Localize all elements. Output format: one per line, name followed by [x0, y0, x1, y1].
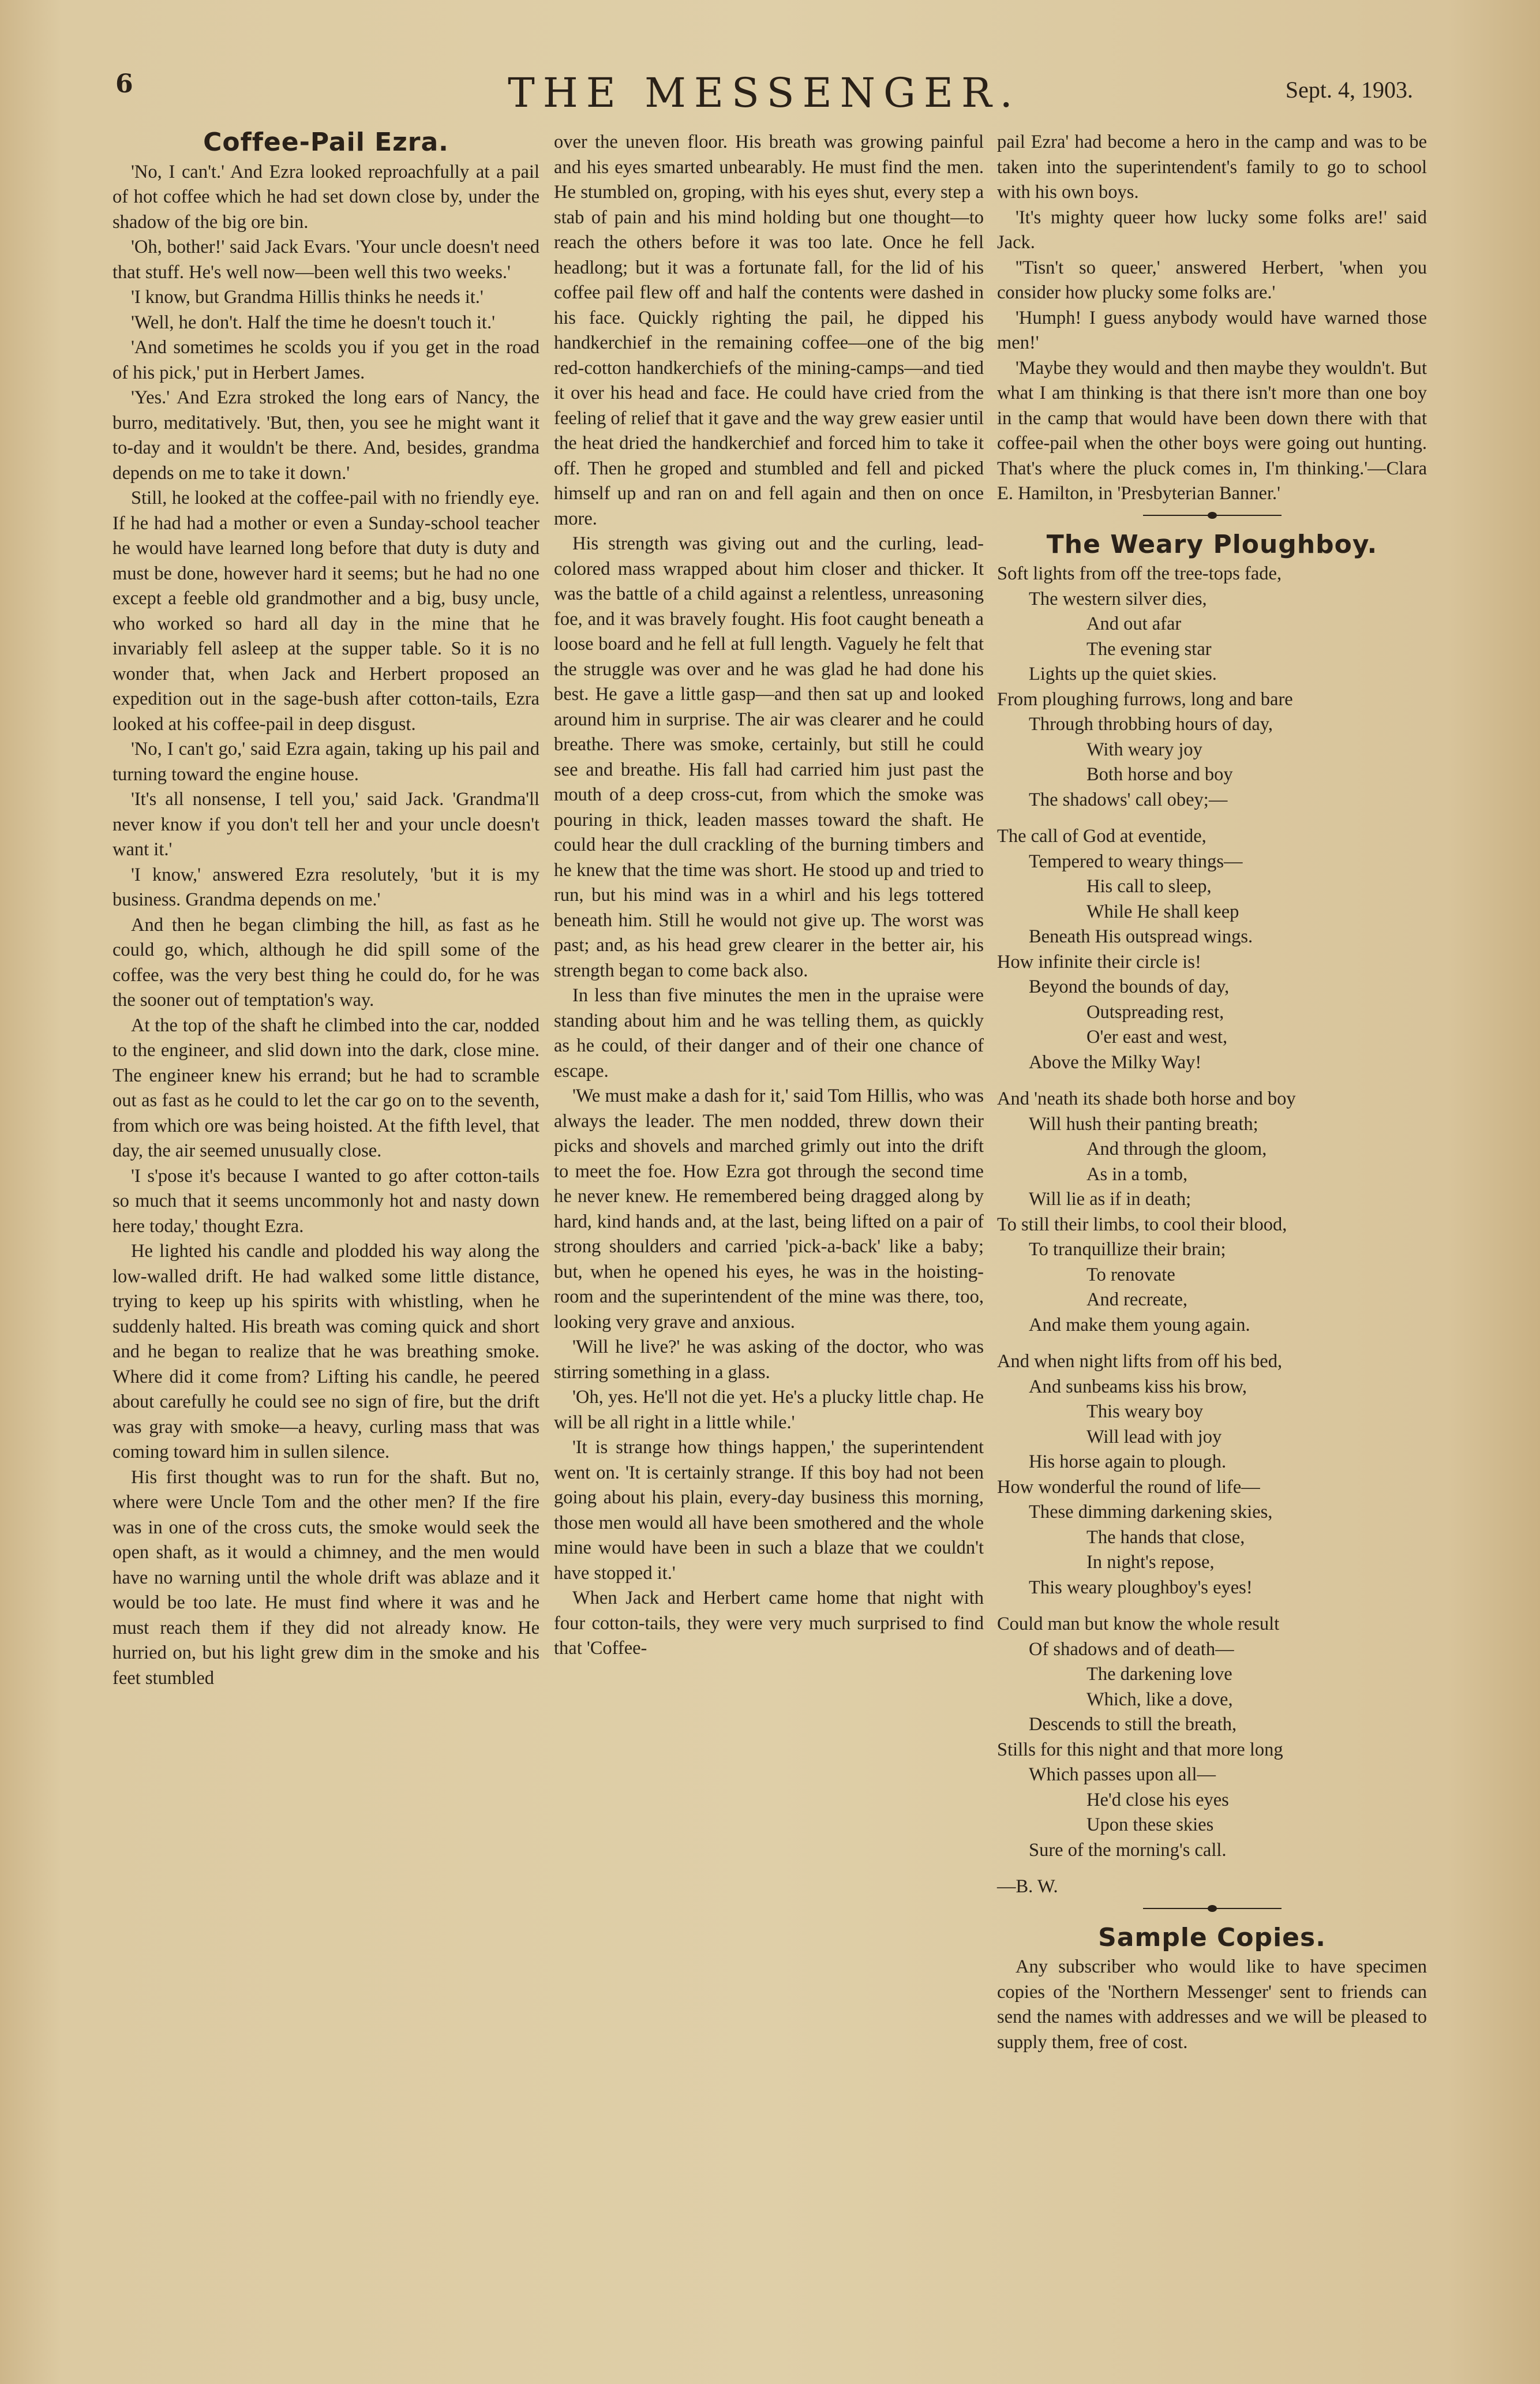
poem-line: The darkening love [1086, 1664, 1232, 1685]
story-title: Coffee-Pail Ezra. [203, 128, 449, 157]
paragraph: ''Tisn't so queer,' answered Herbert, 'when you consider how plucky some folks are.' [997, 257, 1427, 303]
poem-line: Tempered to weary things— [1029, 851, 1243, 872]
paragraph: 'Oh, bother!' said Jack Evars. 'Your uncle doesn't need that stuff. He's well now—been well this two weeks.' [113, 237, 539, 283]
issue-date: Sept. 4, 1903. [1285, 77, 1413, 103]
poem-line: The shadows' call obey;— [1029, 789, 1228, 810]
paragraph: 'It's mighty queer how lucky some folks are!' said Jack. [997, 207, 1427, 253]
poem-line: And sunbeams kiss his brow, [1029, 1376, 1247, 1397]
poem-line: Upon these skies [1086, 1814, 1214, 1835]
poem-line: How wonderful the round of life— [997, 1476, 1260, 1498]
paragraph: His first thought was to run for the shaft. But no, where were Uncle Tom and the other men? If the fire was in one of the cross cuts, the smoke would seek the open shaft, as it would a chimney, and the men would have no warning until the whole drift was ablaze and it would be too late. He must find where it was and he must reach them if they did not already know. He hurried on, but his light grew dim in the smoke and his feet stumbled [113, 1466, 539, 1689]
poem-line: To still their limbs, to cool their blood, [997, 1214, 1287, 1235]
poem-line: Beyond the bounds of day, [1029, 976, 1230, 997]
poem-body [997, 562, 1427, 1863]
notice-body: Any subscriber who would like to have specimen copies of the 'Northern Messenger' sent to friends can send the names with addresses and we will be pleased to supply them, free of cost. [997, 1956, 1427, 2053]
poem-line: This weary ploughboy's eyes! [1029, 1577, 1253, 1598]
section-divider [1143, 1908, 1282, 1909]
poem-line: Stills for this night and that more long [997, 1739, 1283, 1760]
column-3 [997, 130, 1427, 2055]
poem-line: The western silver dies, [1029, 588, 1207, 609]
paragraph: His strength was giving out and the curling, lead-colored mass wrapped about him closer and thicker. It was the battle of a child against a relentless, unreasoning foe, and it was bravely fought. His foot caught beneath a loose board and he fell at full length. Vaguely he felt that the struggle was over and he was glad he had done his best. He gave a little gasp—and then sat up and looked around him in surprise. The air was clearer and he could breathe. There was smoke, certainly, but still he could see and breathe. His fall had carried him just past the mouth of a deep cross-cut, from which the smoke was pouring in thick, leaden masses toward the shaft. He could hear the dull crackling of the burning timbers and he knew that the time was short. He stood up and tried to run, but his mind was in a whirl and his legs tottered beneath him. Still he would not give up. The worst was past; and, as his head grew clearer in the better air, his strength began to come back also. [554, 533, 984, 981]
paragraph: 'Well, he don't. Half the time he doesn't touch it.' [131, 312, 495, 333]
paragraph: 'Humph! I guess anybody would have warned those men!' [997, 307, 1427, 353]
poem-line: Will lead with joy [1086, 1426, 1222, 1447]
poem-line: Above the Milky Way! [1029, 1051, 1202, 1073]
poem-stanza [997, 824, 1427, 1075]
paragraph: 'Oh, yes. He'll not die yet. He's a plucky little chap. He will be all right in a little while.' [554, 1387, 984, 1433]
poem-line: Will hush their panting breath; [1029, 1113, 1258, 1135]
poem-line: These dimming darkening skies, [1029, 1502, 1273, 1522]
poem-line: Will lie as if in death; [1029, 1189, 1191, 1210]
paragraph: 'I know, but Grandma Hillis thinks he needs it.' [131, 287, 484, 308]
poem-line: His horse again to plough. [1029, 1451, 1227, 1472]
paragraph: 'Will he live?' he was asking of the doctor, who was stirring something in a glass. [554, 1337, 984, 1383]
column-1 [113, 130, 539, 1691]
poem-title: The Weary Ploughboy. [1046, 529, 1378, 559]
paragraph: He lighted his candle and plodded his way along the low-walled drift. He had walked some little distance, trying to keep up his spirits with whistling, when he suddenly halted. His breath was coming quick and short and he began to realize that he was breathing smoke. Where did it come from? Lifting his candle, he peered about carefully he could see no sign of fire, but the drift was gray with smoke—a heavy, curling mass that was coming toward him in sullen silence. [113, 1241, 539, 1462]
poem-line: How infinite their circle is! [997, 951, 1201, 972]
column-2 [554, 130, 984, 1661]
poem-line: This weary boy [1086, 1401, 1204, 1422]
poem-line: Both horse and boy [1086, 764, 1233, 785]
poem-line: And recreate, [1086, 1289, 1188, 1310]
poem-line: From ploughing furrows, long and bare [997, 688, 1293, 710]
page-number: 6 [115, 69, 133, 99]
paragraph: pail Ezra' had become a hero in the camp and was to be taken into the superintendent's family to go to school with his own boys. [997, 132, 1427, 203]
poem-line: He'd close his eyes [1086, 1789, 1229, 1810]
poem-line: To renovate [1086, 1264, 1175, 1285]
poem-line: Through throbbing hours of day, [1029, 714, 1273, 735]
poem-line: With weary joy [1086, 739, 1202, 760]
paragraph: 'No, I can't.' And Ezra looked reproachfully at a pail of hot coffee which he had set down close by, under the shadow of the big ore bin. [113, 161, 539, 233]
poem-line: Beneath His outspread wings. [1029, 926, 1253, 947]
poem-line: The hands that close, [1086, 1526, 1245, 1548]
poem-line: And through the gloom, [1086, 1139, 1267, 1159]
paragraph: 'It is strange how things happen,' the superintendent went on. 'It is certainly strange. If this boy had not been going about his plain, every-day business this morning, those men would all have been smothered and the whole mine would have been in such a blaze that we couldn't have stopped it.' [554, 1437, 984, 1584]
paragraph: 'It's all nonsense, I tell you,' said Jack. 'Grandma'll never know if you don't tell her and your uncle doesn't want it.' [113, 789, 539, 860]
paragraph: 'I s'pose it's because I wanted to go after cotton-tails so much that it seems uncommonly hot and nasty down here today,' thought Ezra. [113, 1165, 539, 1237]
poem-line: His call to sleep, [1086, 876, 1212, 897]
poem-line: To tranquillize their brain; [1029, 1239, 1226, 1260]
poem-stanza [997, 1612, 1427, 1863]
paragraph: 'Yes.' And Ezra stroked the long ears of Nancy, the burro, meditatively. 'But, then, you see he might want it to-day and it wouldn't be there. And, besides, grandma depends on me to take it down.' [113, 387, 539, 484]
section-divider [1143, 515, 1282, 516]
poem-line: While He shall keep [1086, 901, 1239, 922]
paragraph: And then he began climbing the hill, as fast as he could go, which, although he did spill some of the coffee, was the very best thing he could do, for he was the sooner out of temptation's way. [113, 914, 539, 1011]
poem-line: As in a tomb, [1086, 1163, 1188, 1185]
story-body-col2 [554, 130, 984, 1661]
poem-line: And out afar [1086, 613, 1182, 634]
poem-line: Outspreading rest, [1086, 1001, 1224, 1023]
poem-line: The evening star [1086, 638, 1212, 660]
paragraph: Still, he looked at the coffee-pail with no friendly eye. If he had had a mother or even a Sunday-school teacher he would have learned long before that duty is duty and must be done, however hard it seems; but he had no one except a feeble old grandmother and a big, busy uncle, who worked so hard all day in the mine that he invariably fell asleep at the supper table. So it is no wonder that, when Jack and Herbert proposed an expedition out in the sage-bush after cotton-tails, Ezra looked at his coffee-pail in deep disgust. [113, 488, 539, 735]
poem-line: Descends to still the breath, [1029, 1714, 1237, 1735]
poem-stanza [997, 1349, 1427, 1600]
page-header [115, 69, 1413, 121]
poem-line: Sure of the morning's call. [1029, 1839, 1227, 1861]
paragraph: 'I know,' answered Ezra resolutely, 'but it is my business. Grandma depends on me.' [113, 864, 539, 910]
poem-line: O'er east and west, [1086, 1027, 1228, 1047]
poem-line: Which passes upon all— [1029, 1764, 1216, 1785]
poem-line: Of shadows and of death— [1029, 1638, 1234, 1660]
story-body-col1 [113, 160, 539, 1691]
poem-line: And make them young again. [1029, 1314, 1250, 1335]
paragraph: 'Maybe they would and then maybe they wouldn't. But what I am thinking is that there isn't more than one boy in the camp that would have been down there with that coffee-pail when the other boys were going out hunting. That's where the pluck comes in, I'm thinking.'—Clara E. Hamilton, in 'Presbyterian Banner.' [997, 357, 1427, 504]
poem-stanza [997, 562, 1427, 813]
poem-stanza [997, 1087, 1427, 1338]
poem-line: The call of God at eventide, [997, 826, 1206, 847]
story-body-col3 [997, 130, 1427, 507]
poem-line: Lights up the quiet skies. [1029, 664, 1217, 684]
paragraph: 'We must make a dash for it,' said Tom Hillis, who was always the leader. The men nodded, threw down their picks and shovels and marched grimly out into the drift to meet the foe. How Ezra got through the second time he never knew. He remembered being dragged along by hard, kind hands and, at the last, being lifted on a pair of strong shoulders and carried 'pick-a-back' like a baby; but, when he opened his eyes, he was in the hoisting-room and the superintendent of the mine was there, too, looking very grave and anxious. [554, 1086, 984, 1333]
poem-line: Could man but know the whole result [997, 1614, 1280, 1634]
poem-line: And 'neath its shade both horse and boy [997, 1088, 1296, 1109]
paragraph: In less than five minutes the men in the upraise were standing about him and he was telling them, as quickly as he could, of their danger and of their one chance of escape. [554, 985, 984, 1081]
paragraph: 'And sometimes he scolds you if you get in the road of his pick,' put in Herbert James. [113, 337, 539, 383]
poem-line: Soft lights from off the tree-tops fade, [997, 563, 1282, 584]
paragraph: When Jack and Herbert came home that night with four cotton-tails, they were very much surprised to find that 'Coffee- [554, 1588, 984, 1659]
poem-line: Which, like a dove, [1086, 1689, 1233, 1710]
masthead: THE MESSENGER. [508, 69, 1021, 117]
notice-title: Sample Copies. [1098, 1922, 1326, 1952]
paragraph: 'No, I can't go,' said Ezra again, taking up his pail and turning toward the engine house. [113, 739, 539, 785]
paragraph: At the top of the shaft he climbed into the car, nodded to the engineer, and slid down into the dark, close mine. The engineer knew his errand; but he had to scramble out as fast as he could to let the car go on to the seventh, from which ore was being hoisted. At the fifth level, that day, the air seemed unusually close. [113, 1015, 539, 1161]
poem-signature: —B. W. [997, 1876, 1058, 1897]
poem-line: In night's repose, [1086, 1552, 1215, 1573]
poem-line: And when night lifts from off his bed, [997, 1351, 1283, 1372]
paragraph: over the uneven floor. His breath was growing painful and his eyes smarted unbearably. He must find the men. He stumbled on, groping, with his eyes shut, every step a stab of pain and his mind holding but one thought—to reach the others before it was too late. Once he fell headlong; but it was a fortunate fall, for the lid of his coffee pail flew off and half the contents were dashed in his face. Quickly righting the pail, he dipped his handkerchief in the remaining coffee—one of the big red-cotton handkerchiefs of the mining-camps—and tied it over his head and face. He could have cried from the feeling of relief that it gave and the way grew easier until the heat dried the handkerchief and forced him to take it off. Then he groped and stumbled and fell and picked himself up and ran on and fell again and then on once more. [554, 132, 984, 529]
